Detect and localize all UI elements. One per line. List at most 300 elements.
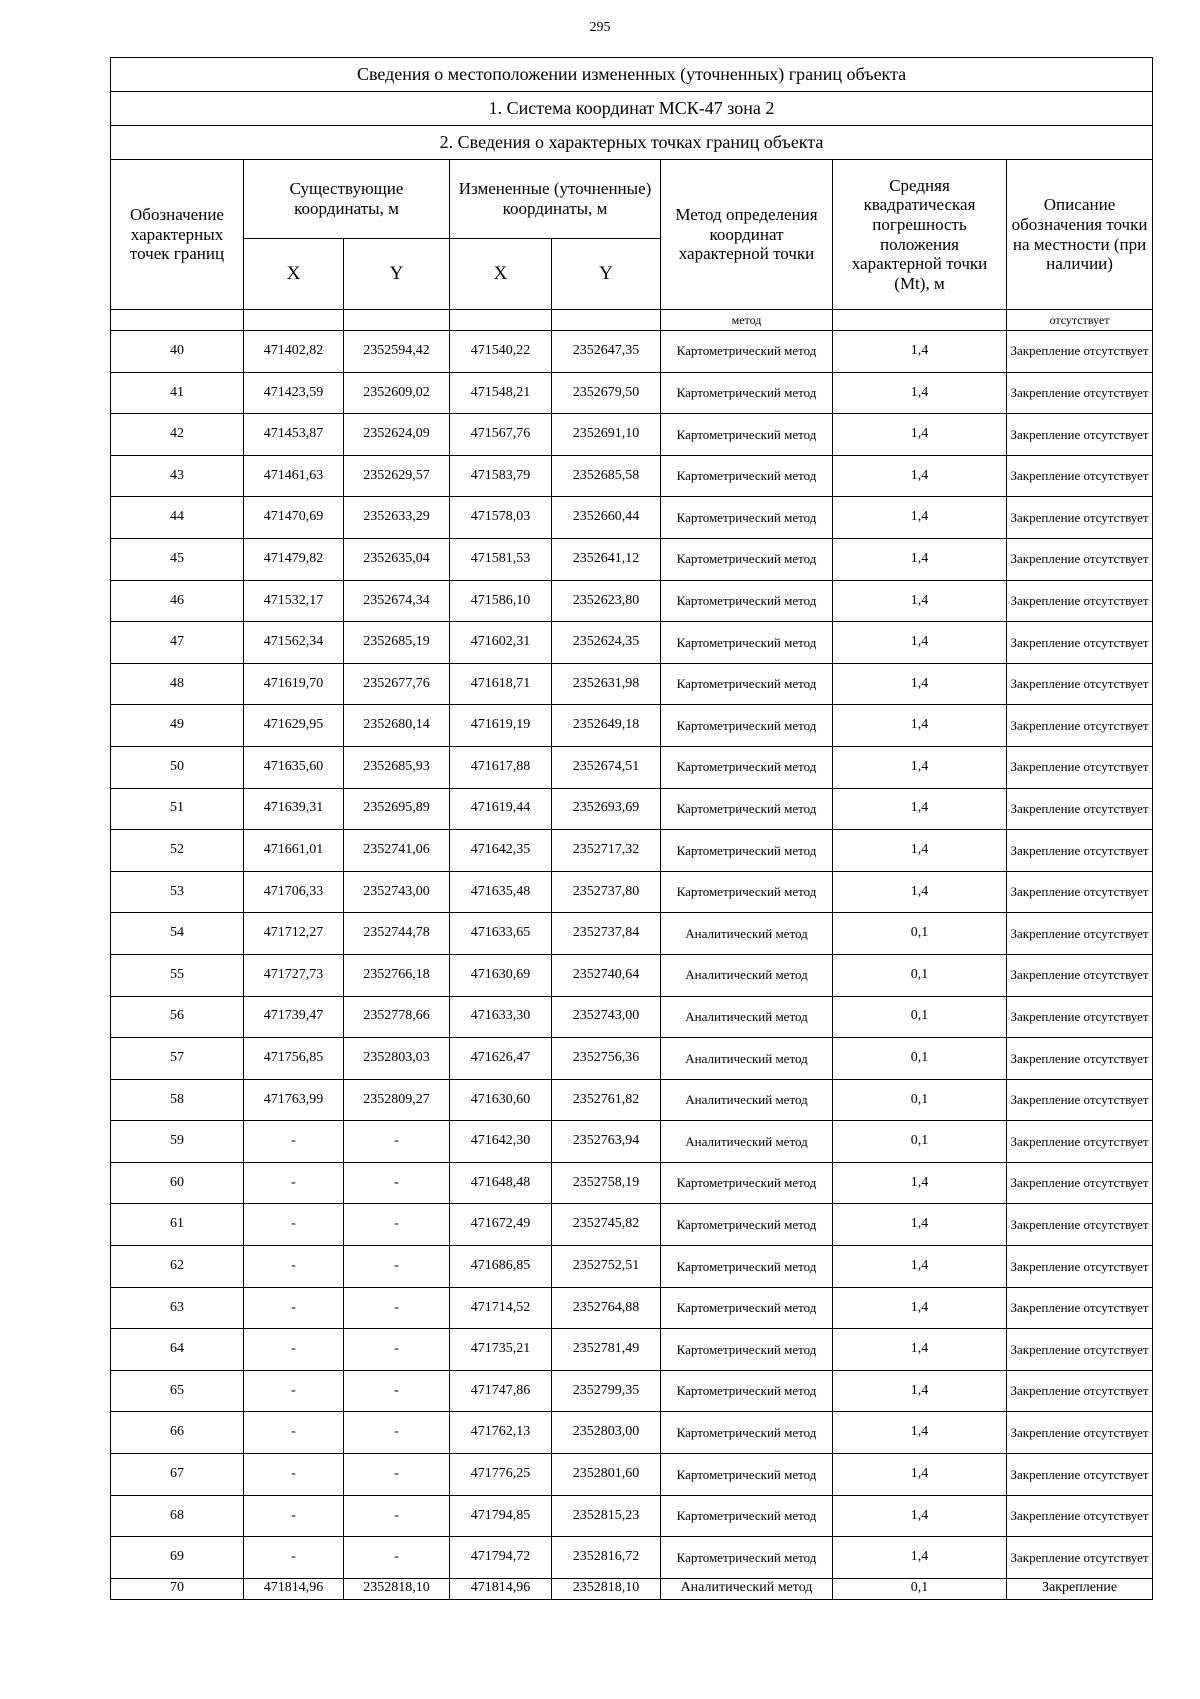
cell-existing-x: 471639,31 <box>244 788 344 830</box>
table-row <box>111 1454 1153 1496</box>
cell-point: 59 <box>111 1121 244 1163</box>
cell-description: Закрепление отсутствует <box>1007 705 1153 747</box>
cell-existing-y: 2352609,02 <box>344 372 450 414</box>
cell-changed-y: 2352815,23 <box>552 1495 661 1537</box>
header-description: Описание обозначения точки на местности (при наличии) <box>1007 160 1153 310</box>
cell-method: Картометрический метод <box>661 331 833 373</box>
cell-method: Картометрический метод <box>661 497 833 539</box>
cell-existing-x: 471619,70 <box>244 663 344 705</box>
cell-error: 1,4 <box>833 1329 1007 1371</box>
cell-existing-x: 471479,82 <box>244 538 344 580</box>
cell-description: Закрепление отсутствует <box>1007 1204 1153 1246</box>
table-row <box>111 1162 1153 1204</box>
cell-changed-x: 471617,88 <box>450 746 552 788</box>
cell-method: Аналитический метод <box>661 954 833 996</box>
cell-existing-x: 471706,33 <box>244 871 344 913</box>
cell-error: 1,4 <box>833 1204 1007 1246</box>
cell-point: 41 <box>111 372 244 414</box>
cell-error: 1,4 <box>833 1454 1007 1496</box>
cell-existing-y: 2352695,89 <box>344 788 450 830</box>
cell-changed-x: 471618,71 <box>450 663 552 705</box>
cell-point: 63 <box>111 1287 244 1329</box>
cell-existing-x: 471461,63 <box>244 455 344 497</box>
cell-changed-x: 471814,96 <box>450 1578 552 1599</box>
cell-existing-y: 2352635,04 <box>344 538 450 580</box>
cell-point: 45 <box>111 538 244 580</box>
cell-changed-y: 2352737,84 <box>552 913 661 955</box>
cell-changed-x: 471762,13 <box>450 1412 552 1454</box>
cell-error: 1,4 <box>833 414 1007 456</box>
cell-changed-y: 2352801,60 <box>552 1454 661 1496</box>
cell-description: Закрепление отсутствует <box>1007 497 1153 539</box>
cell-description: Закрепление отсутствует <box>1007 1329 1153 1371</box>
cell-method: Картометрический метод <box>661 871 833 913</box>
header-changed-x: X <box>450 239 552 310</box>
cell-changed-x: 471578,03 <box>450 497 552 539</box>
cell-changed-y: 2352761,82 <box>552 1079 661 1121</box>
cell-error: 1,4 <box>833 455 1007 497</box>
cell-existing-x <box>244 310 344 331</box>
cell-changed-y: 2352624,35 <box>552 622 661 664</box>
cell-method: Картометрический метод <box>661 1495 833 1537</box>
cell-changed-y: 2352679,50 <box>552 372 661 414</box>
table-row <box>111 1578 1153 1599</box>
cell-description: Закрепление отсутствует <box>1007 663 1153 705</box>
cell-existing-x: - <box>244 1121 344 1163</box>
cell-existing-x: 471635,60 <box>244 746 344 788</box>
table-row <box>111 788 1153 830</box>
cell-method: Аналитический метод <box>661 1079 833 1121</box>
cell-changed-x: 471626,47 <box>450 1038 552 1080</box>
cell-point: 70 <box>111 1578 244 1599</box>
cell-changed-y: 2352740,64 <box>552 954 661 996</box>
cell-existing-x: 471423,59 <box>244 372 344 414</box>
cell-existing-y: 2352743,00 <box>344 871 450 913</box>
cell-point: 53 <box>111 871 244 913</box>
cell-error: 1,4 <box>833 746 1007 788</box>
cell-existing-y: - <box>344 1121 450 1163</box>
cell-point: 40 <box>111 331 244 373</box>
cell-changed-x: 471747,86 <box>450 1370 552 1412</box>
cell-description: Закрепление отсутствует <box>1007 1537 1153 1579</box>
cell-changed-x: 471602,31 <box>450 622 552 664</box>
cell-error: 1,4 <box>833 1162 1007 1204</box>
cell-method: Картометрический метод <box>661 580 833 622</box>
cell-existing-y: 2352680,14 <box>344 705 450 747</box>
cell-existing-x: 471532,17 <box>244 580 344 622</box>
cell-changed-y: 2352623,80 <box>552 580 661 622</box>
cell-error: 1,4 <box>833 788 1007 830</box>
cell-error: 0,1 <box>833 954 1007 996</box>
cell-error: 1,4 <box>833 663 1007 705</box>
cell-changed-x: 471633,65 <box>450 913 552 955</box>
continuation-row <box>111 310 1153 331</box>
cell-error: 1,4 <box>833 830 1007 872</box>
table-row <box>111 1370 1153 1412</box>
cell-changed-y: 2352803,00 <box>552 1412 661 1454</box>
page-number: 295 <box>589 20 611 35</box>
cell-changed-y: 2352631,98 <box>552 663 661 705</box>
cell-point: 64 <box>111 1329 244 1371</box>
cell-changed-x: 471635,48 <box>450 871 552 913</box>
cell-method: Аналитический метод <box>661 913 833 955</box>
cell-method: метод <box>661 310 833 331</box>
cell-description: Закрепление отсутствует <box>1007 1287 1153 1329</box>
header-existing-y: Y <box>344 239 450 310</box>
cell-description: Закрепление отсутствует <box>1007 913 1153 955</box>
cell-point: 42 <box>111 414 244 456</box>
cell-error: 1,4 <box>833 1537 1007 1579</box>
cell-description: Закрепление <box>1007 1578 1153 1599</box>
cell-point: 58 <box>111 1079 244 1121</box>
cell-method: Картометрический метод <box>661 538 833 580</box>
cell-existing-y <box>344 310 450 331</box>
cell-changed-x: 471619,44 <box>450 788 552 830</box>
cell-point: 62 <box>111 1246 244 1288</box>
cell-changed-y <box>552 310 661 331</box>
header-method: Метод определения координат характерной точки <box>661 160 833 310</box>
cell-description: Закрепление отсутствует <box>1007 788 1153 830</box>
table-row <box>111 497 1153 539</box>
cell-changed-y: 2352641,12 <box>552 538 661 580</box>
table-row <box>111 372 1153 414</box>
cell-existing-y: 2352803,03 <box>344 1038 450 1080</box>
cell-description: Закрепление отсутствует <box>1007 1079 1153 1121</box>
table-row <box>111 1412 1153 1454</box>
cell-error: 1,4 <box>833 580 1007 622</box>
cell-method: Картометрический метод <box>661 1162 833 1204</box>
cell-changed-y: 2352647,35 <box>552 331 661 373</box>
cell-changed-x: 471548,21 <box>450 372 552 414</box>
cell-description: Закрепление отсутствует <box>1007 414 1153 456</box>
cell-existing-y: - <box>344 1370 450 1412</box>
cell-changed-y: 2352816,72 <box>552 1537 661 1579</box>
coordinate-system: 1. Система координат МСК-47 зона 2 <box>111 92 1153 126</box>
table-row <box>111 705 1153 747</box>
cell-existing-y: 2352594,42 <box>344 331 450 373</box>
cell-existing-y: 2352744,78 <box>344 913 450 955</box>
cell-description: Закрепление отсутствует <box>1007 996 1153 1038</box>
cell-changed-y: 2352717,32 <box>552 830 661 872</box>
cell-changed-y: 2352764,88 <box>552 1287 661 1329</box>
cell-existing-y: 2352624,09 <box>344 414 450 456</box>
cell-changed-x: 471540,22 <box>450 331 552 373</box>
cell-changed-x: 471794,85 <box>450 1495 552 1537</box>
cell-point: 61 <box>111 1204 244 1246</box>
cell-point: 68 <box>111 1495 244 1537</box>
cell-changed-x: 471630,60 <box>450 1079 552 1121</box>
cell-changed-y: 2352660,44 <box>552 497 661 539</box>
table-row <box>111 331 1153 373</box>
table-row <box>111 1038 1153 1080</box>
cell-changed-x: 471735,21 <box>450 1329 552 1371</box>
cell-existing-x: - <box>244 1370 344 1412</box>
table-row <box>111 1287 1153 1329</box>
cell-error: 0,1 <box>833 1079 1007 1121</box>
cell-existing-y: 2352629,57 <box>344 455 450 497</box>
cell-changed-x: 471642,30 <box>450 1121 552 1163</box>
cell-changed-y: 2352763,94 <box>552 1121 661 1163</box>
cell-changed-x: 471794,72 <box>450 1537 552 1579</box>
cell-point: 66 <box>111 1412 244 1454</box>
cell-existing-y: - <box>344 1162 450 1204</box>
cell-existing-y: 2352685,19 <box>344 622 450 664</box>
table-row <box>111 913 1153 955</box>
cell-point: 54 <box>111 913 244 955</box>
cell-existing-y: 2352674,34 <box>344 580 450 622</box>
cell-existing-x: - <box>244 1454 344 1496</box>
table-row <box>111 580 1153 622</box>
cell-description: Закрепление отсутствует <box>1007 372 1153 414</box>
cell-error: 0,1 <box>833 1578 1007 1599</box>
cell-method: Картометрический метод <box>661 663 833 705</box>
table-row <box>111 1329 1153 1371</box>
cell-existing-y: - <box>344 1204 450 1246</box>
header-existing-x: X <box>244 239 344 310</box>
table-row <box>111 414 1153 456</box>
cell-existing-y: - <box>344 1537 450 1579</box>
cell-changed-y: 2352756,36 <box>552 1038 661 1080</box>
header-changed-coordinates: Измененные (уточненные) координаты, м <box>450 160 661 239</box>
cell-error: 1,4 <box>833 331 1007 373</box>
cell-error: 1,4 <box>833 497 1007 539</box>
cell-existing-y: 2352809,27 <box>344 1079 450 1121</box>
cell-existing-x: - <box>244 1246 344 1288</box>
cell-changed-x: 471581,53 <box>450 538 552 580</box>
cell-existing-x: - <box>244 1287 344 1329</box>
cell-description: Закрепление отсутствует <box>1007 622 1153 664</box>
cell-point: 43 <box>111 455 244 497</box>
cell-existing-x: 471661,01 <box>244 830 344 872</box>
cell-description: Закрепление отсутствует <box>1007 580 1153 622</box>
coordinates-table <box>110 57 1153 1600</box>
cell-existing-x: - <box>244 1537 344 1579</box>
cell-error: 0,1 <box>833 996 1007 1038</box>
cell-method: Картометрический метод <box>661 1329 833 1371</box>
cell-existing-y: 2352685,93 <box>344 746 450 788</box>
table-row <box>111 1121 1153 1163</box>
cell-error: 1,4 <box>833 1370 1007 1412</box>
cell-point: 56 <box>111 996 244 1038</box>
cell-changed-x: 471630,69 <box>450 954 552 996</box>
cell-existing-x: 471756,85 <box>244 1038 344 1080</box>
cell-changed-y: 2352691,10 <box>552 414 661 456</box>
cell-changed-x: 471567,76 <box>450 414 552 456</box>
cell-point: 44 <box>111 497 244 539</box>
cell-changed-y: 2352737,80 <box>552 871 661 913</box>
cell-changed-x <box>450 310 552 331</box>
cell-point: 46 <box>111 580 244 622</box>
cell-point: 67 <box>111 1454 244 1496</box>
cell-changed-y: 2352781,49 <box>552 1329 661 1371</box>
cell-error: 1,4 <box>833 871 1007 913</box>
cell-method: Картометрический метод <box>661 455 833 497</box>
cell-changed-x: 471633,30 <box>450 996 552 1038</box>
cell-point: 65 <box>111 1370 244 1412</box>
cell-error: 1,4 <box>833 372 1007 414</box>
cell-description: Закрепление отсутствует <box>1007 1162 1153 1204</box>
table-row <box>111 1246 1153 1288</box>
cell-description: Закрепление отсутствует <box>1007 331 1153 373</box>
cell-existing-y: 2352766,18 <box>344 954 450 996</box>
cell-description: Закрепление отсутствует <box>1007 954 1153 996</box>
cell-method: Аналитический метод <box>661 1038 833 1080</box>
cell-changed-y: 2352649,18 <box>552 705 661 747</box>
cell-changed-y: 2352752,51 <box>552 1246 661 1288</box>
cell-method: Картометрический метод <box>661 746 833 788</box>
cell-method: Картометрический метод <box>661 1287 833 1329</box>
cell-existing-x: 471739,47 <box>244 996 344 1038</box>
cell-existing-y: - <box>344 1454 450 1496</box>
cell-method: Картометрический метод <box>661 414 833 456</box>
cell-error: 0,1 <box>833 1038 1007 1080</box>
cell-existing-x: 471562,34 <box>244 622 344 664</box>
cell-existing-y: 2352741,06 <box>344 830 450 872</box>
cell-description: Закрепление отсутствует <box>1007 538 1153 580</box>
cell-point: 57 <box>111 1038 244 1080</box>
cell-description: Закрепление отсутствует <box>1007 746 1153 788</box>
cell-existing-y: 2352818,10 <box>344 1578 450 1599</box>
cell-method: Картометрический метод <box>661 1246 833 1288</box>
cell-description: отсутствует <box>1007 310 1153 331</box>
cell-point: 50 <box>111 746 244 788</box>
section-title: 2. Сведения о характерных точках границ объекта <box>111 126 1153 160</box>
cell-existing-x: - <box>244 1412 344 1454</box>
cell-changed-x: 471583,79 <box>450 455 552 497</box>
cell-point <box>111 310 244 331</box>
cell-existing-y: - <box>344 1495 450 1537</box>
cell-existing-y: 2352677,76 <box>344 663 450 705</box>
table-row <box>111 1079 1153 1121</box>
cell-method: Картометрический метод <box>661 705 833 747</box>
table-title: Сведения о местоположении измененных (уточненных) границ объекта <box>111 58 1153 92</box>
cell-description: Закрепление отсутствует <box>1007 1454 1153 1496</box>
cell-method: Картометрический метод <box>661 1204 833 1246</box>
cell-existing-x: 471470,69 <box>244 497 344 539</box>
cell-changed-y: 2352743,00 <box>552 996 661 1038</box>
cell-description: Закрепление отсутствует <box>1007 830 1153 872</box>
cell-method: Картометрический метод <box>661 1370 833 1412</box>
cell-changed-x: 471686,85 <box>450 1246 552 1288</box>
cell-error: 1,4 <box>833 705 1007 747</box>
cell-existing-y: 2352633,29 <box>344 497 450 539</box>
cell-point: 55 <box>111 954 244 996</box>
table-row <box>111 455 1153 497</box>
cell-error <box>833 310 1007 331</box>
table-row <box>111 622 1153 664</box>
header-point: Обозначение характерных точек границ <box>111 160 244 310</box>
cell-changed-x: 471776,25 <box>450 1454 552 1496</box>
cell-changed-y: 2352745,82 <box>552 1204 661 1246</box>
cell-error: 1,4 <box>833 622 1007 664</box>
cell-existing-y: - <box>344 1329 450 1371</box>
cell-existing-x: - <box>244 1204 344 1246</box>
cell-changed-x: 471642,35 <box>450 830 552 872</box>
cell-method: Картометрический метод <box>661 788 833 830</box>
cell-point: 52 <box>111 830 244 872</box>
cell-description: Закрепление отсутствует <box>1007 871 1153 913</box>
cell-changed-y: 2352799,35 <box>552 1370 661 1412</box>
cell-existing-x: 471763,99 <box>244 1079 344 1121</box>
cell-point: 69 <box>111 1537 244 1579</box>
cell-changed-x: 471672,49 <box>450 1204 552 1246</box>
cell-error: 1,4 <box>833 538 1007 580</box>
cell-point: 49 <box>111 705 244 747</box>
cell-error: 0,1 <box>833 1121 1007 1163</box>
cell-existing-x: 471453,87 <box>244 414 344 456</box>
cell-point: 51 <box>111 788 244 830</box>
cell-method: Аналитический метод <box>661 1121 833 1163</box>
cell-changed-y: 2352758,19 <box>552 1162 661 1204</box>
table-row <box>111 871 1153 913</box>
table-row <box>111 1204 1153 1246</box>
table-row <box>111 663 1153 705</box>
cell-existing-x: 471402,82 <box>244 331 344 373</box>
cell-changed-x: 471586,10 <box>450 580 552 622</box>
cell-error: 0,1 <box>833 913 1007 955</box>
cell-existing-x: 471814,96 <box>244 1578 344 1599</box>
cell-existing-x: 471712,27 <box>244 913 344 955</box>
cell-method: Картометрический метод <box>661 1412 833 1454</box>
cell-existing-y: - <box>344 1287 450 1329</box>
cell-existing-x: 471629,95 <box>244 705 344 747</box>
table-row <box>111 1495 1153 1537</box>
table-row <box>111 954 1153 996</box>
cell-changed-y: 2352685,58 <box>552 455 661 497</box>
cell-description: Закрепление отсутствует <box>1007 1038 1153 1080</box>
cell-existing-x: - <box>244 1162 344 1204</box>
cell-method: Картометрический метод <box>661 622 833 664</box>
cell-point: 47 <box>111 622 244 664</box>
cell-existing-x: - <box>244 1329 344 1371</box>
cell-error: 1,4 <box>833 1495 1007 1537</box>
cell-changed-y: 2352693,69 <box>552 788 661 830</box>
cell-method: Аналитический метод <box>661 1578 833 1599</box>
cell-changed-x: 471714,52 <box>450 1287 552 1329</box>
cell-changed-y: 2352674,51 <box>552 746 661 788</box>
cell-method: Картометрический метод <box>661 1537 833 1579</box>
table-row <box>111 1537 1153 1579</box>
table-row <box>111 830 1153 872</box>
cell-point: 60 <box>111 1162 244 1204</box>
cell-changed-x: 471648,48 <box>450 1162 552 1204</box>
cell-description: Закрепление отсутствует <box>1007 1121 1153 1163</box>
cell-method: Аналитический метод <box>661 996 833 1038</box>
cell-method: Картометрический метод <box>661 1454 833 1496</box>
cell-description: Закрепление отсутствует <box>1007 1246 1153 1288</box>
cell-description: Закрепление отсутствует <box>1007 1412 1153 1454</box>
table-row <box>111 746 1153 788</box>
header-existing-coordinates: Существующие координаты, м <box>244 160 450 239</box>
cell-method: Картометрический метод <box>661 372 833 414</box>
cell-existing-y: 2352778,66 <box>344 996 450 1038</box>
cell-description: Закрепление отсутствует <box>1007 1495 1153 1537</box>
cell-existing-y: - <box>344 1246 450 1288</box>
cell-existing-x: - <box>244 1495 344 1537</box>
table-row <box>111 538 1153 580</box>
cell-changed-y: 2352818,10 <box>552 1578 661 1599</box>
cell-description: Закрепление отсутствует <box>1007 455 1153 497</box>
cell-error: 1,4 <box>833 1287 1007 1329</box>
cell-error: 1,4 <box>833 1412 1007 1454</box>
cell-existing-y: - <box>344 1412 450 1454</box>
cell-point: 48 <box>111 663 244 705</box>
cell-description: Закрепление отсутствует <box>1007 1370 1153 1412</box>
header-changed-y: Y <box>552 239 661 310</box>
header-error: Средняя квадратическая погрешность положения характерной точки (Mt), м <box>833 160 1007 310</box>
cell-changed-x: 471619,19 <box>450 705 552 747</box>
cell-error: 1,4 <box>833 1246 1007 1288</box>
